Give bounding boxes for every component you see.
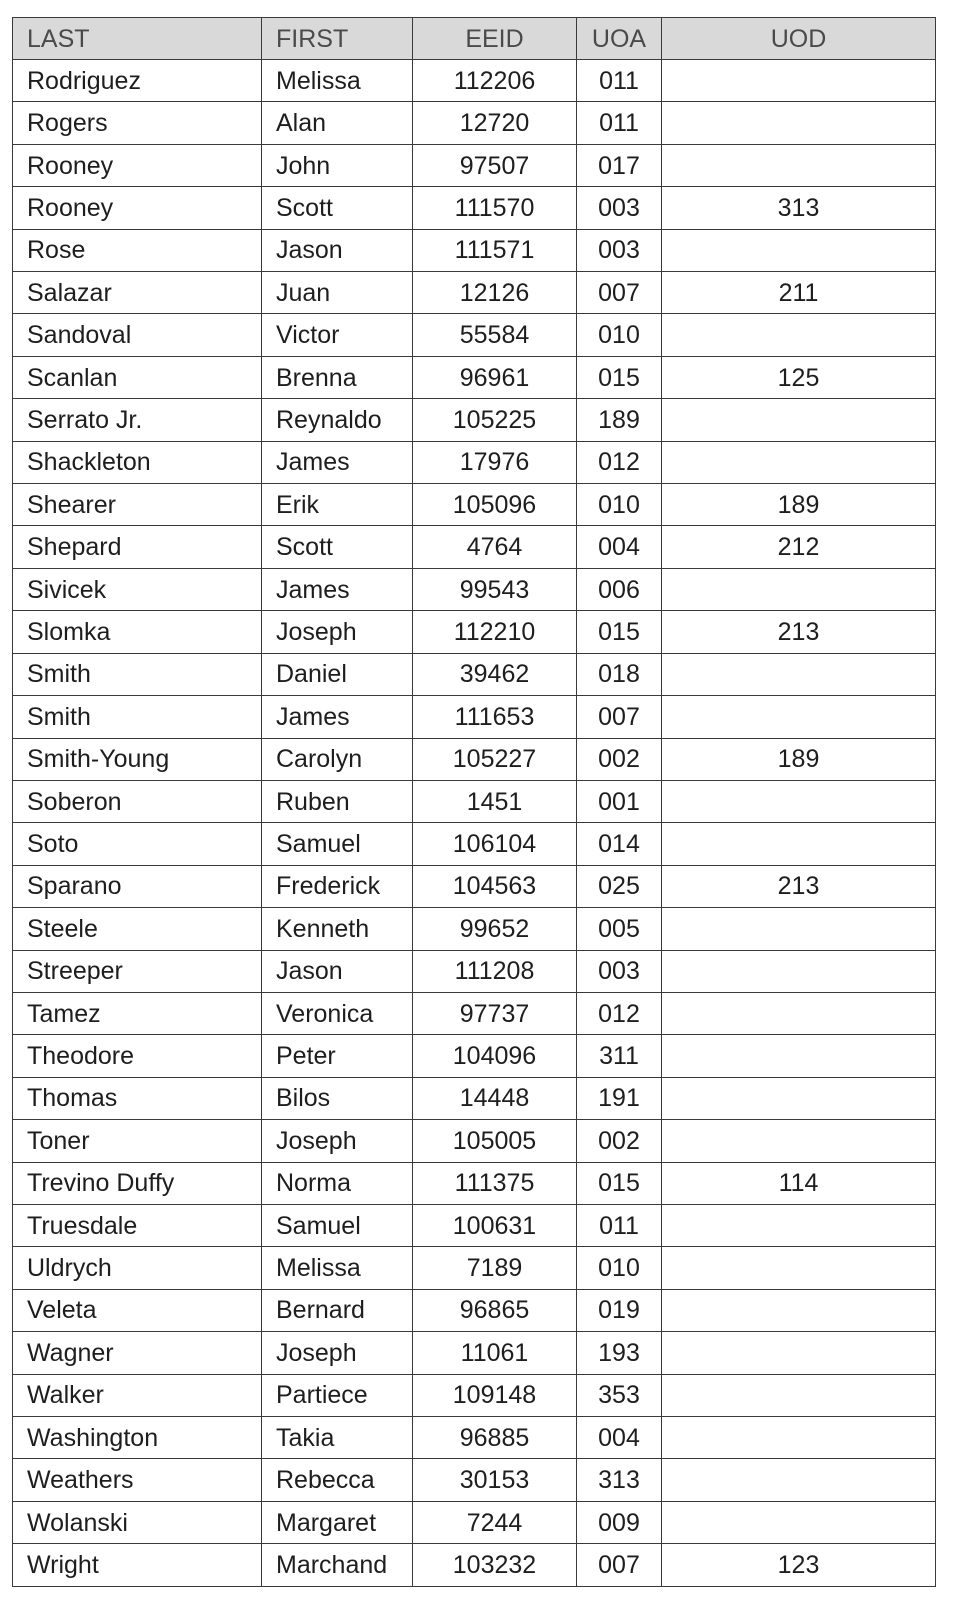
cell-eeid: 1451 (413, 780, 577, 822)
table-row (13, 272, 936, 314)
cell-uoa: 006 (577, 568, 662, 610)
cell-last: Smith-Young (13, 738, 262, 780)
table-row (13, 102, 936, 144)
cell-eeid: 104096 (413, 1035, 577, 1077)
cell-eeid: 7189 (413, 1247, 577, 1289)
cell-first: Partiece (262, 1374, 413, 1416)
cell-eeid: 55584 (413, 314, 577, 356)
cell-first: Reynaldo (262, 399, 413, 441)
cell-last: Sandoval (13, 314, 262, 356)
cell-uod (662, 1289, 936, 1331)
table-row (13, 1544, 936, 1587)
cell-uoa: 007 (577, 696, 662, 738)
cell-first: John (262, 144, 413, 186)
table-row (13, 399, 936, 441)
table-row (13, 908, 936, 950)
table-row (13, 314, 936, 356)
cell-first: Erik (262, 484, 413, 526)
cell-eeid: 105227 (413, 738, 577, 780)
cell-uod: 213 (662, 865, 936, 907)
cell-eeid: 96865 (413, 1289, 577, 1331)
cell-first: Kenneth (262, 908, 413, 950)
cell-uod (662, 950, 936, 992)
cell-uod (662, 696, 936, 738)
cell-eeid: 111571 (413, 229, 577, 271)
header-row (13, 18, 936, 60)
table-row (13, 950, 936, 992)
cell-uod (662, 1459, 936, 1501)
table-row (13, 865, 936, 907)
cell-uoa: 017 (577, 144, 662, 186)
cell-eeid: 96885 (413, 1417, 577, 1459)
cell-eeid: 7244 (413, 1501, 577, 1543)
cell-last: Weathers (13, 1459, 262, 1501)
column-header-first: FIRST (262, 18, 413, 60)
cell-last: Uldrych (13, 1247, 262, 1289)
cell-eeid: 105096 (413, 484, 577, 526)
cell-uod (662, 102, 936, 144)
cell-uod: 313 (662, 187, 936, 229)
table-row (13, 60, 936, 102)
cell-last: Smith (13, 696, 262, 738)
cell-first: Jason (262, 229, 413, 271)
cell-last: Shackleton (13, 441, 262, 483)
table-row (13, 1289, 936, 1331)
cell-eeid: 99652 (413, 908, 577, 950)
cell-uoa: 012 (577, 992, 662, 1034)
cell-uoa: 011 (577, 102, 662, 144)
cell-first: Frederick (262, 865, 413, 907)
cell-uoa: 193 (577, 1332, 662, 1374)
cell-uoa: 009 (577, 1501, 662, 1543)
cell-last: Rose (13, 229, 262, 271)
cell-last: Streeper (13, 950, 262, 992)
cell-uoa: 007 (577, 272, 662, 314)
cell-uod (662, 1120, 936, 1162)
cell-uod: 189 (662, 738, 936, 780)
cell-uod (662, 568, 936, 610)
cell-last: Wolanski (13, 1501, 262, 1543)
cell-eeid: 104563 (413, 865, 577, 907)
cell-last: Washington (13, 1417, 262, 1459)
cell-first: Ruben (262, 780, 413, 822)
cell-uoa: 018 (577, 653, 662, 695)
cell-first: Samuel (262, 1204, 413, 1246)
cell-uoa: 002 (577, 1120, 662, 1162)
cell-uod: 213 (662, 611, 936, 653)
cell-uoa: 010 (577, 484, 662, 526)
cell-uoa: 015 (577, 611, 662, 653)
cell-uod (662, 399, 936, 441)
cell-uoa: 011 (577, 1204, 662, 1246)
table-row (13, 696, 936, 738)
cell-last: Smith (13, 653, 262, 695)
cell-last: Rooney (13, 187, 262, 229)
cell-last: Rogers (13, 102, 262, 144)
cell-eeid: 103232 (413, 1544, 577, 1587)
cell-uod (662, 1247, 936, 1289)
cell-last: Slomka (13, 611, 262, 653)
column-header-uod: UOD (662, 18, 936, 60)
cell-uod (662, 441, 936, 483)
table-row (13, 992, 936, 1034)
cell-eeid: 105225 (413, 399, 577, 441)
cell-first: Rebecca (262, 1459, 413, 1501)
cell-uoa: 189 (577, 399, 662, 441)
cell-uoa: 007 (577, 1544, 662, 1587)
cell-eeid: 112206 (413, 60, 577, 102)
cell-first: Bilos (262, 1077, 413, 1119)
cell-uoa: 353 (577, 1374, 662, 1416)
cell-uod (662, 653, 936, 695)
cell-last: Walker (13, 1374, 262, 1416)
cell-eeid: 100631 (413, 1204, 577, 1246)
cell-last: Sivicek (13, 568, 262, 610)
table-row (13, 526, 936, 568)
cell-eeid: 111375 (413, 1162, 577, 1204)
cell-eeid: 111208 (413, 950, 577, 992)
cell-uoa: 003 (577, 187, 662, 229)
cell-uod (662, 992, 936, 1034)
table-body (13, 60, 936, 1587)
cell-first: Margaret (262, 1501, 413, 1543)
cell-first: James (262, 696, 413, 738)
cell-uod (662, 1077, 936, 1119)
cell-last: Trevino Duffy (13, 1162, 262, 1204)
employee-table (12, 17, 936, 1587)
table-row (13, 1374, 936, 1416)
cell-eeid: 105005 (413, 1120, 577, 1162)
cell-eeid: 30153 (413, 1459, 577, 1501)
cell-uod (662, 314, 936, 356)
cell-eeid: 97737 (413, 992, 577, 1034)
employee-table-container (12, 17, 935, 1587)
table-row (13, 1204, 936, 1246)
cell-uod (662, 1501, 936, 1543)
cell-first: Joseph (262, 1332, 413, 1374)
cell-first: Samuel (262, 823, 413, 865)
table-row (13, 780, 936, 822)
cell-uod (662, 144, 936, 186)
cell-first: Scott (262, 526, 413, 568)
cell-uoa: 015 (577, 356, 662, 398)
cell-eeid: 96961 (413, 356, 577, 398)
cell-first: Takia (262, 1417, 413, 1459)
cell-uoa: 014 (577, 823, 662, 865)
table-row (13, 1501, 936, 1543)
table-row (13, 1417, 936, 1459)
cell-eeid: 14448 (413, 1077, 577, 1119)
cell-last: Wagner (13, 1332, 262, 1374)
cell-uod: 189 (662, 484, 936, 526)
table-row (13, 187, 936, 229)
cell-last: Salazar (13, 272, 262, 314)
table-row (13, 1459, 936, 1501)
cell-first: Norma (262, 1162, 413, 1204)
cell-uod: 211 (662, 272, 936, 314)
cell-last: Truesdale (13, 1204, 262, 1246)
cell-first: Scott (262, 187, 413, 229)
cell-eeid: 11061 (413, 1332, 577, 1374)
cell-uoa: 004 (577, 1417, 662, 1459)
cell-uoa: 005 (577, 908, 662, 950)
cell-uoa: 011 (577, 60, 662, 102)
cell-uod (662, 60, 936, 102)
cell-uoa: 003 (577, 950, 662, 992)
cell-last: Soberon (13, 780, 262, 822)
cell-uod (662, 908, 936, 950)
table-row (13, 1077, 936, 1119)
cell-uoa: 004 (577, 526, 662, 568)
cell-first: James (262, 441, 413, 483)
cell-uod (662, 780, 936, 822)
cell-uoa: 003 (577, 229, 662, 271)
cell-first: Alan (262, 102, 413, 144)
table-row (13, 1247, 936, 1289)
cell-uod (662, 1035, 936, 1077)
cell-last: Theodore (13, 1035, 262, 1077)
cell-uoa: 311 (577, 1035, 662, 1077)
cell-eeid: 109148 (413, 1374, 577, 1416)
cell-uod: 125 (662, 356, 936, 398)
cell-eeid: 111653 (413, 696, 577, 738)
cell-last: Scanlan (13, 356, 262, 398)
cell-last: Veleta (13, 1289, 262, 1331)
cell-last: Toner (13, 1120, 262, 1162)
cell-eeid: 12126 (413, 272, 577, 314)
cell-eeid: 111570 (413, 187, 577, 229)
table-row (13, 653, 936, 695)
cell-last: Sparano (13, 865, 262, 907)
cell-eeid: 39462 (413, 653, 577, 695)
cell-uod (662, 1374, 936, 1416)
cell-last: Soto (13, 823, 262, 865)
cell-uoa: 010 (577, 314, 662, 356)
table-row (13, 484, 936, 526)
cell-last: Wright (13, 1544, 262, 1587)
cell-first: Juan (262, 272, 413, 314)
cell-eeid: 97507 (413, 144, 577, 186)
cell-uod (662, 1332, 936, 1374)
table-row (13, 356, 936, 398)
cell-uoa: 313 (577, 1459, 662, 1501)
cell-uoa: 019 (577, 1289, 662, 1331)
cell-eeid: 4764 (413, 526, 577, 568)
column-header-last: LAST (13, 18, 262, 60)
cell-first: Victor (262, 314, 413, 356)
cell-uoa: 001 (577, 780, 662, 822)
table-row (13, 1332, 936, 1374)
table-row (13, 823, 936, 865)
table-row (13, 441, 936, 483)
table-row (13, 738, 936, 780)
cell-first: Brenna (262, 356, 413, 398)
cell-first: Joseph (262, 611, 413, 653)
cell-eeid: 99543 (413, 568, 577, 610)
cell-eeid: 106104 (413, 823, 577, 865)
cell-last: Steele (13, 908, 262, 950)
cell-uod (662, 229, 936, 271)
cell-eeid: 112210 (413, 611, 577, 653)
cell-uod: 123 (662, 1544, 936, 1587)
cell-uoa: 012 (577, 441, 662, 483)
cell-last: Rooney (13, 144, 262, 186)
cell-uod (662, 1204, 936, 1246)
cell-uoa: 025 (577, 865, 662, 907)
column-header-eeid: EEID (413, 18, 577, 60)
cell-uoa: 015 (577, 1162, 662, 1204)
cell-first: Jason (262, 950, 413, 992)
cell-last: Serrato Jr. (13, 399, 262, 441)
table-row (13, 144, 936, 186)
cell-first: Marchand (262, 1544, 413, 1587)
cell-first: James (262, 568, 413, 610)
table-row (13, 1120, 936, 1162)
cell-first: Joseph (262, 1120, 413, 1162)
cell-uod (662, 823, 936, 865)
cell-first: Peter (262, 1035, 413, 1077)
table-header (13, 18, 936, 60)
cell-first: Melissa (262, 1247, 413, 1289)
cell-uod (662, 1417, 936, 1459)
cell-first: Carolyn (262, 738, 413, 780)
cell-first: Veronica (262, 992, 413, 1034)
table-row (13, 229, 936, 271)
cell-uoa: 191 (577, 1077, 662, 1119)
column-header-uoa: UOA (577, 18, 662, 60)
cell-last: Rodriguez (13, 60, 262, 102)
cell-last: Shepard (13, 526, 262, 568)
table-row (13, 568, 936, 610)
cell-last: Shearer (13, 484, 262, 526)
cell-eeid: 12720 (413, 102, 577, 144)
cell-first: Bernard (262, 1289, 413, 1331)
cell-uod: 212 (662, 526, 936, 568)
table-row (13, 1035, 936, 1077)
cell-uod: 114 (662, 1162, 936, 1204)
cell-uoa: 002 (577, 738, 662, 780)
cell-first: Melissa (262, 60, 413, 102)
cell-last: Thomas (13, 1077, 262, 1119)
cell-last: Tamez (13, 992, 262, 1034)
cell-first: Daniel (262, 653, 413, 695)
table-row (13, 611, 936, 653)
table-row (13, 1162, 936, 1204)
cell-uoa: 010 (577, 1247, 662, 1289)
cell-eeid: 17976 (413, 441, 577, 483)
